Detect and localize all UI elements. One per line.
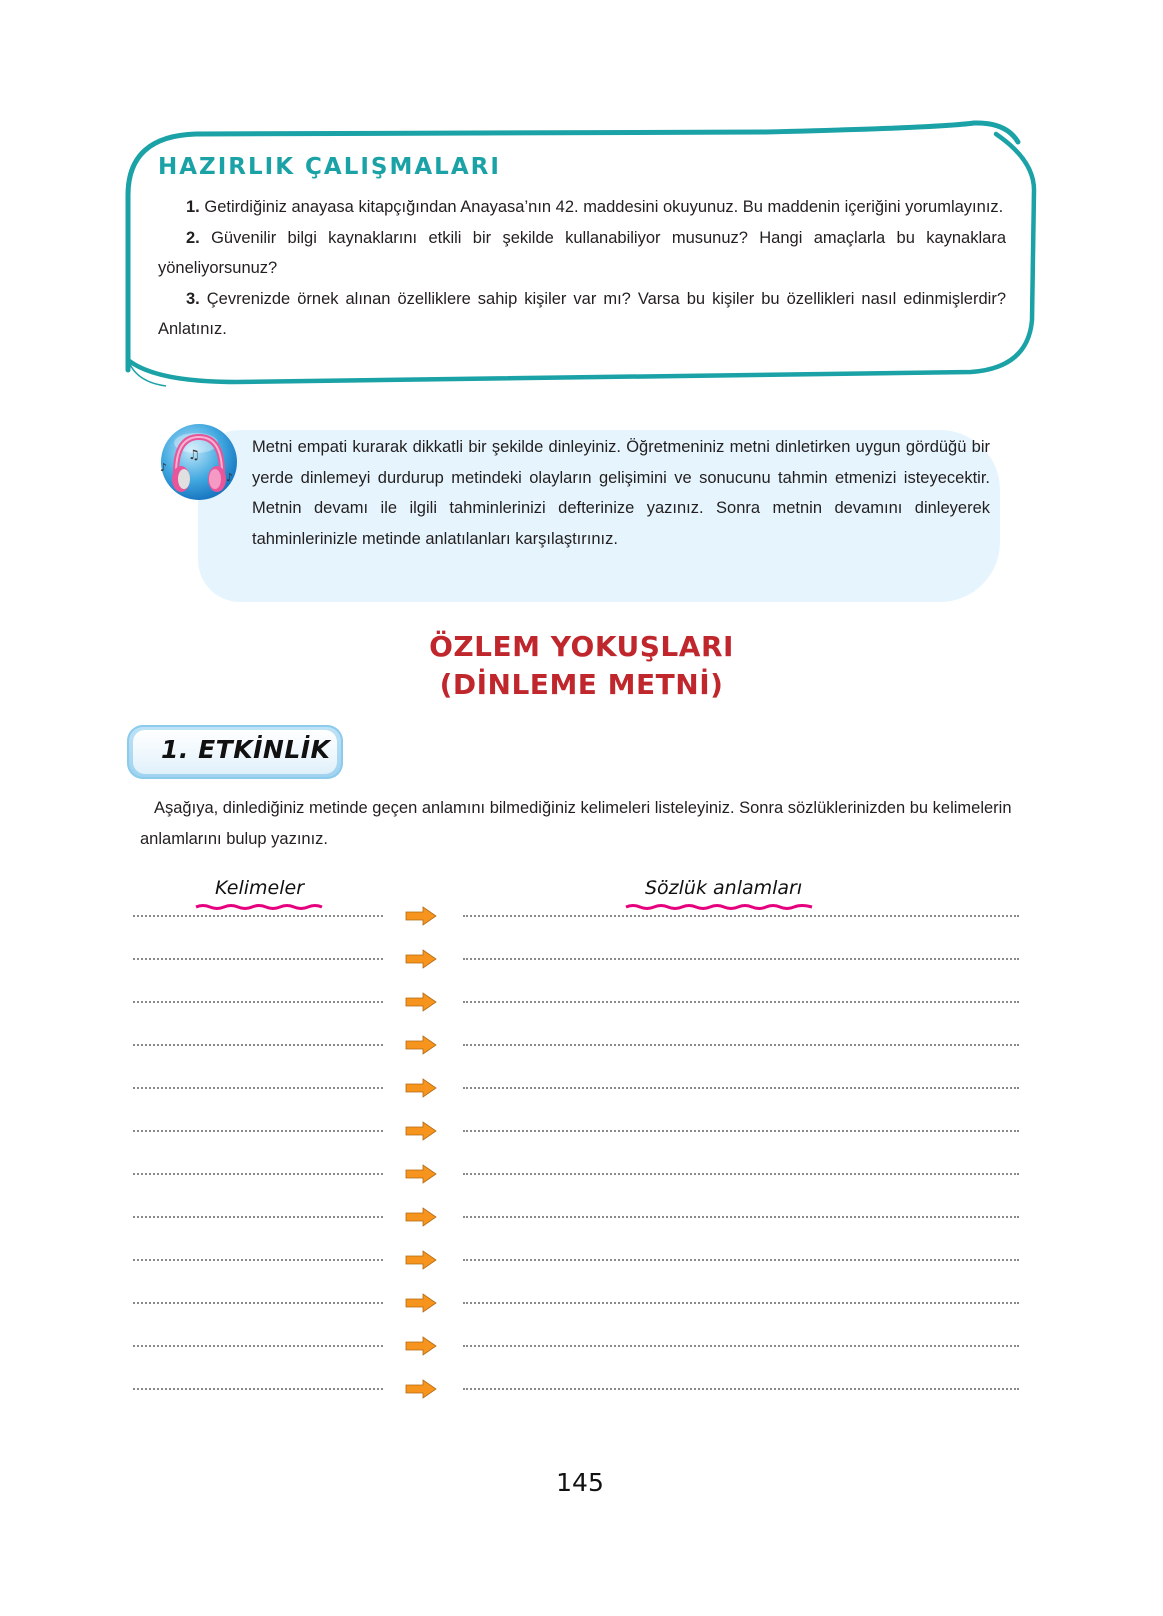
meaning-blank[interactable]: [463, 1302, 1019, 1304]
svg-text:♫: ♫: [188, 448, 200, 463]
activity-badge: [127, 725, 343, 779]
word-blank[interactable]: [133, 1388, 383, 1390]
meaning-blank[interactable]: [463, 1173, 1019, 1175]
column-header-meanings: [645, 877, 802, 899]
preparation-item-2: [158, 223, 1006, 284]
column-header-words: [215, 877, 304, 899]
activity-label: 1. ETKİNLİK: [161, 735, 331, 764]
activity-instructions: [140, 793, 1032, 854]
item-text: Çevrenizde örnek alınan özelliklere sahip kişiler var mı? Varsa bu kişiler bu özellikleri nasıl edinmişlerdir? Anlatınız.: [158, 289, 1006, 338]
headphones-icon: [158, 421, 240, 503]
arrow-right-icon: [405, 906, 437, 926]
listening-instruction-text: [252, 432, 990, 554]
arrow-right-icon: [405, 1207, 437, 1227]
word-row-7: [133, 1164, 1019, 1184]
word-blank[interactable]: [133, 1216, 383, 1218]
word-row-6: [133, 1121, 1019, 1141]
word-row-2: [133, 949, 1019, 969]
item-text: Güvenilir bilgi kaynaklarını etkili bir şekilde kullanabiliyor musunuz? Hangi amaçlarla bu kaynaklara yöneliyorsunuz?: [158, 228, 1007, 277]
preparation-box: [128, 132, 1026, 390]
preparation-item-1: [158, 192, 1006, 223]
word-row-12: [133, 1379, 1019, 1399]
arrow-right-icon: [405, 1336, 437, 1356]
word-row-8: [133, 1207, 1019, 1227]
svg-text:♪: ♪: [160, 461, 168, 474]
word-row-10: [133, 1293, 1019, 1313]
meaning-blank[interactable]: [463, 1259, 1019, 1261]
word-row-4: [133, 1035, 1019, 1055]
arrow-right-icon: [405, 992, 437, 1012]
preparation-title: HAZIRLIK ÇALIŞMALARI: [158, 154, 501, 180]
instructions-text: Aşağıya, dinlediğiniz metinde geçen anlamını bilmediğiniz kelimeleri listeleyiniz. Sonra sözlüklerinizden bu kelimelerin anlamlarını bulup yazınız.: [140, 799, 1012, 848]
svg-text:♪: ♪: [226, 471, 234, 484]
arrow-right-icon: [405, 1078, 437, 1098]
meaning-blank[interactable]: [463, 1001, 1019, 1003]
word-blank[interactable]: [133, 1087, 383, 1089]
preparation-item-3: [158, 284, 1006, 345]
meaning-blank[interactable]: [463, 958, 1019, 960]
meaning-blank[interactable]: [463, 1087, 1019, 1089]
item-number: 2.: [186, 228, 200, 247]
word-row-1: [133, 906, 1019, 926]
story-title: [300, 628, 863, 704]
meaning-blank[interactable]: [463, 1388, 1019, 1390]
meaning-blank[interactable]: [463, 1345, 1019, 1347]
word-blank[interactable]: [133, 915, 383, 917]
word-row-9: [133, 1250, 1019, 1270]
word-row-3: [133, 992, 1019, 1012]
arrow-right-icon: [405, 949, 437, 969]
column-header-meanings-label: Sözlük anlamları: [645, 877, 803, 899]
listening-paragraph: Metni empati kurarak dikkatli bir şekilde dinleyiniz. Öğretmeniniz metni dinletirken uygun gördüğü bir yerde dinlemeyi durdurup metindeki olayların gelişimini ve sonucunu tahmin etmenizi isteyecektir. Metnin devamı ile ilgili tahminlerinizi defterinize yazınız. Sonra metnin devamını dinleyerek tahminlerinizle metinde anlatılanları karşılaştırınız.: [252, 438, 990, 548]
story-title-line-1: ÖZLEM YOKUŞLARI: [429, 630, 734, 663]
meaning-blank[interactable]: [463, 1044, 1019, 1046]
page-number: 145: [556, 1468, 604, 1497]
word-blank[interactable]: [133, 1001, 383, 1003]
arrow-right-icon: [405, 1379, 437, 1399]
story-title-line-2: (DİNLEME METNİ): [439, 668, 724, 701]
item-number: 1.: [186, 198, 200, 216]
word-blank[interactable]: [133, 1302, 383, 1304]
word-row-5: [133, 1078, 1019, 1098]
meaning-blank[interactable]: [463, 1130, 1019, 1132]
arrow-right-icon: [405, 1035, 437, 1055]
arrow-right-icon: [405, 1121, 437, 1141]
meaning-blank[interactable]: [463, 915, 1019, 917]
item-text: Getirdiğiniz anayasa kitapçığından Anayasa’nın 42. maddesini okuyunuz. Bu maddenin içeriğini yorumlayınız.: [204, 198, 1004, 216]
arrow-right-icon: [405, 1293, 437, 1313]
word-blank[interactable]: [133, 1345, 383, 1347]
word-blank[interactable]: [133, 1259, 383, 1261]
meaning-blank[interactable]: [463, 1216, 1019, 1218]
word-blank[interactable]: [133, 1173, 383, 1175]
item-number: 3.: [186, 289, 200, 308]
column-header-words-label: Kelimeler: [215, 877, 305, 899]
word-blank[interactable]: [133, 958, 383, 960]
arrow-right-icon: [405, 1250, 437, 1270]
word-row-11: [133, 1336, 1019, 1356]
word-blank[interactable]: [133, 1044, 383, 1046]
arrow-right-icon: [405, 1164, 437, 1184]
word-blank[interactable]: [133, 1130, 383, 1132]
preparation-items: [158, 192, 1006, 345]
